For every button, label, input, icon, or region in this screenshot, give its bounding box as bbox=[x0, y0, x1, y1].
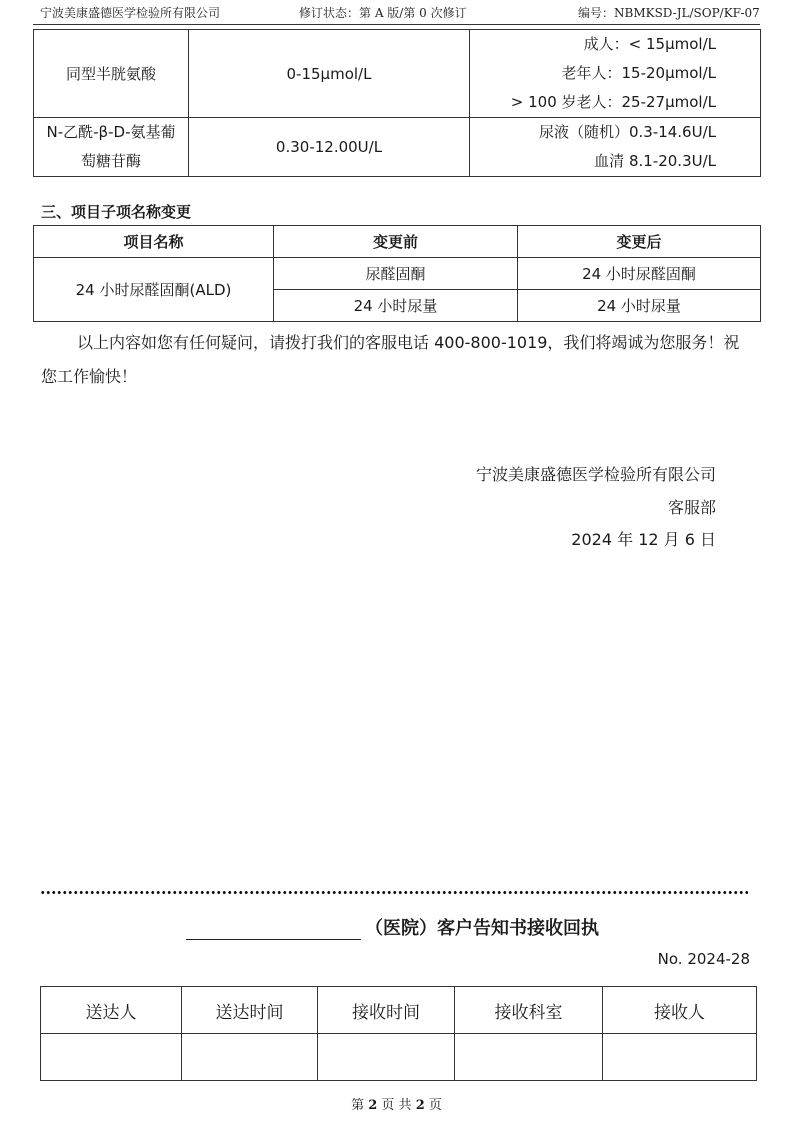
subitem-rename-table bbox=[33, 225, 761, 322]
footer-mid: 页 共 bbox=[381, 1098, 412, 1113]
page-number: 2 bbox=[368, 1098, 378, 1113]
page-footer bbox=[0, 1094, 793, 1113]
signature-department: 客服部 bbox=[667, 498, 716, 517]
column-header: 接收科室 bbox=[455, 987, 603, 1034]
send-time-field[interactable] bbox=[182, 1034, 318, 1081]
receipt-table bbox=[40, 986, 757, 1081]
table-row bbox=[34, 30, 761, 118]
old-range-cell: 0-15μmol/L bbox=[189, 30, 470, 118]
new-range-line: 血清 8.1-20.3U/L bbox=[594, 152, 716, 170]
footer-suffix: 页 bbox=[428, 1098, 442, 1113]
receipt-number: No. 2024-28 bbox=[657, 950, 750, 968]
before-cell: 尿醛固酮 bbox=[274, 258, 518, 290]
after-cell: 24 小时尿量 bbox=[518, 290, 761, 322]
signature-date: 2024 年 12 月 6 日 bbox=[571, 530, 716, 549]
receive-department-field[interactable] bbox=[455, 1034, 603, 1081]
table-row bbox=[41, 1034, 757, 1081]
header-revision: 修订状态：第 A 版/第 0 次修订 bbox=[299, 6, 467, 20]
new-range-line: 老年人：15-20μmol/L bbox=[561, 64, 716, 82]
item-name-line: N-乙酰-β-D-氨基葡 bbox=[46, 123, 176, 141]
column-header: 接收时间 bbox=[318, 987, 455, 1034]
receiver-field[interactable] bbox=[603, 1034, 757, 1081]
cut-line-divider bbox=[40, 890, 748, 895]
item-name-line: 萄糖苷酶 bbox=[80, 152, 141, 170]
before-cell: 24 小时尿量 bbox=[274, 290, 518, 322]
reference-range-table bbox=[33, 29, 761, 177]
column-header: 项目名称 bbox=[34, 226, 274, 258]
column-header: 接收人 bbox=[603, 987, 757, 1034]
receipt-title-text: （医院）客户告知书接收回执 bbox=[365, 918, 599, 939]
header-doc-code: 编号：NBMKSD-JL/SOP/KF-07 bbox=[578, 6, 760, 20]
table-header-row bbox=[34, 226, 761, 258]
receive-time-field[interactable] bbox=[318, 1034, 455, 1081]
header-divider bbox=[33, 24, 760, 25]
column-header: 送达人 bbox=[41, 987, 182, 1034]
column-header: 变更后 bbox=[518, 226, 761, 258]
new-range-cell bbox=[470, 118, 761, 177]
item-name-cell: 24 小时尿醛固酮(ALD) bbox=[34, 258, 274, 322]
table-header-row bbox=[41, 987, 757, 1034]
new-range-line: 成人：< 15μmol/L bbox=[583, 35, 716, 53]
item-name-cell bbox=[34, 118, 189, 177]
sender-field[interactable] bbox=[41, 1034, 182, 1081]
new-range-line: 尿液（随机）0.3-14.6U/L bbox=[538, 123, 716, 141]
after-cell: 24 小时尿醛固酮 bbox=[518, 258, 761, 290]
hospital-name-blank[interactable] bbox=[186, 919, 361, 940]
page-total: 2 bbox=[415, 1098, 425, 1113]
table-row bbox=[34, 118, 761, 177]
receipt-title bbox=[186, 914, 599, 940]
column-header: 变更前 bbox=[274, 226, 518, 258]
new-range-line: > 100 岁老人：25-27μmol/L bbox=[510, 93, 716, 111]
header-company: 宁波美康盛德医学检验所有限公司 bbox=[40, 6, 221, 20]
contact-paragraph: 以上内容如您有任何疑问，请拨打我们的客服电话 400-800-1019，我们将竭诚为您服务！祝您工作愉快！ bbox=[41, 333, 740, 386]
section-title: 三、项目子项名称变更 bbox=[41, 203, 192, 221]
old-range-cell: 0.30-12.00U/L bbox=[189, 118, 470, 177]
item-name-cell: 同型半胱氨酸 bbox=[34, 30, 189, 118]
table-row bbox=[34, 258, 761, 290]
signature-company: 宁波美康盛德医学检验所有限公司 bbox=[475, 465, 716, 484]
new-range-cell bbox=[470, 30, 761, 118]
footer-prefix: 第 bbox=[351, 1098, 365, 1113]
column-header: 送达时间 bbox=[182, 987, 318, 1034]
